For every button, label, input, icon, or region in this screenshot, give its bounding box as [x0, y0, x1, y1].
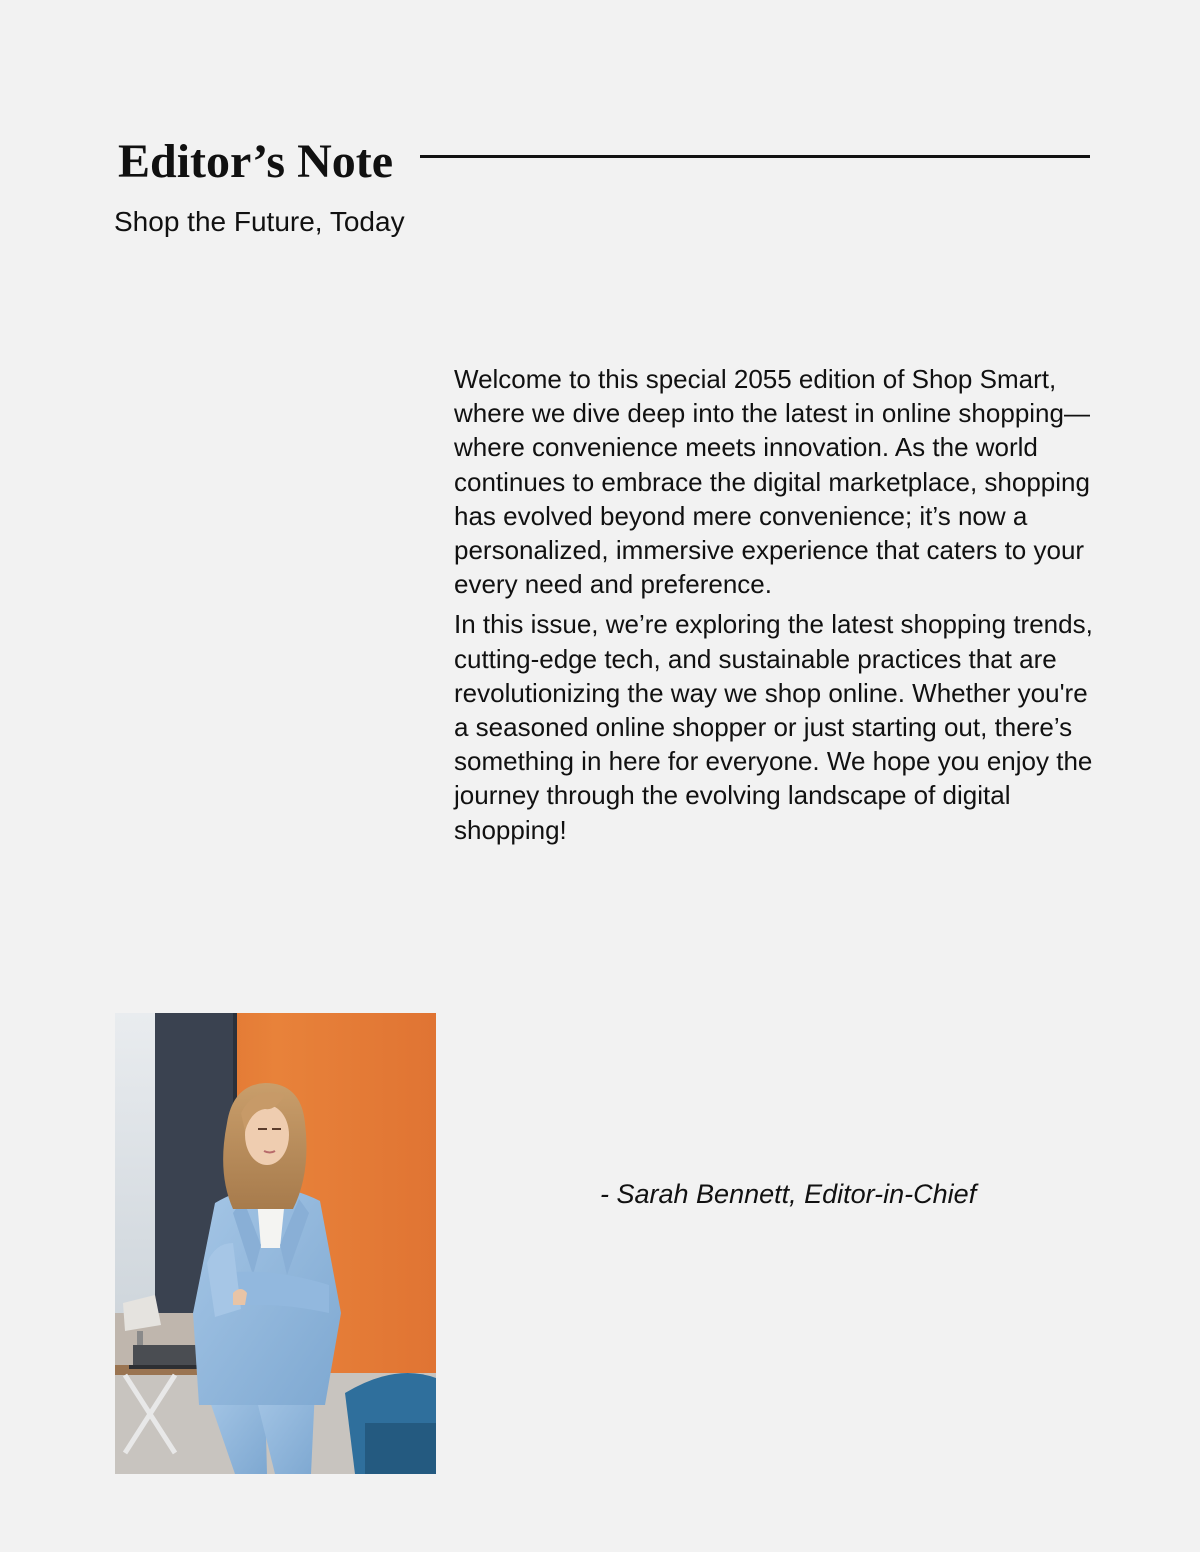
editor-portrait-photo	[115, 1013, 436, 1474]
body-paragraph: Welcome to this special 2055 edition of Shop Smart, where we dive deep into the latest in online shopping—where convenience meets innovation. As the world continues to embrace the digital marketplace, shopping has evolved beyond mere convenience; it’s now a personalized, immersive experience that caters to your every need and preference.	[454, 364, 1090, 600]
title-divider	[420, 155, 1090, 158]
editor-signature: - Sarah Bennett, Editor-in-Chief	[600, 1179, 977, 1209]
editor-note-body	[454, 362, 1094, 853]
page-subtitle: Shop the Future, Today	[114, 206, 405, 237]
page-title: Editor’s Note	[118, 135, 394, 188]
body-paragraph: In this issue, we’re exploring the latest shopping trends, cutting-edge tech, and sustainable practices that are revolutionizing the way we shop online. Whether you're a seasoned online shopper or just starting out, there’s something in here for everyone. We hope you enjoy the journey through the evolving landscape of digital shopping!	[454, 609, 1093, 845]
